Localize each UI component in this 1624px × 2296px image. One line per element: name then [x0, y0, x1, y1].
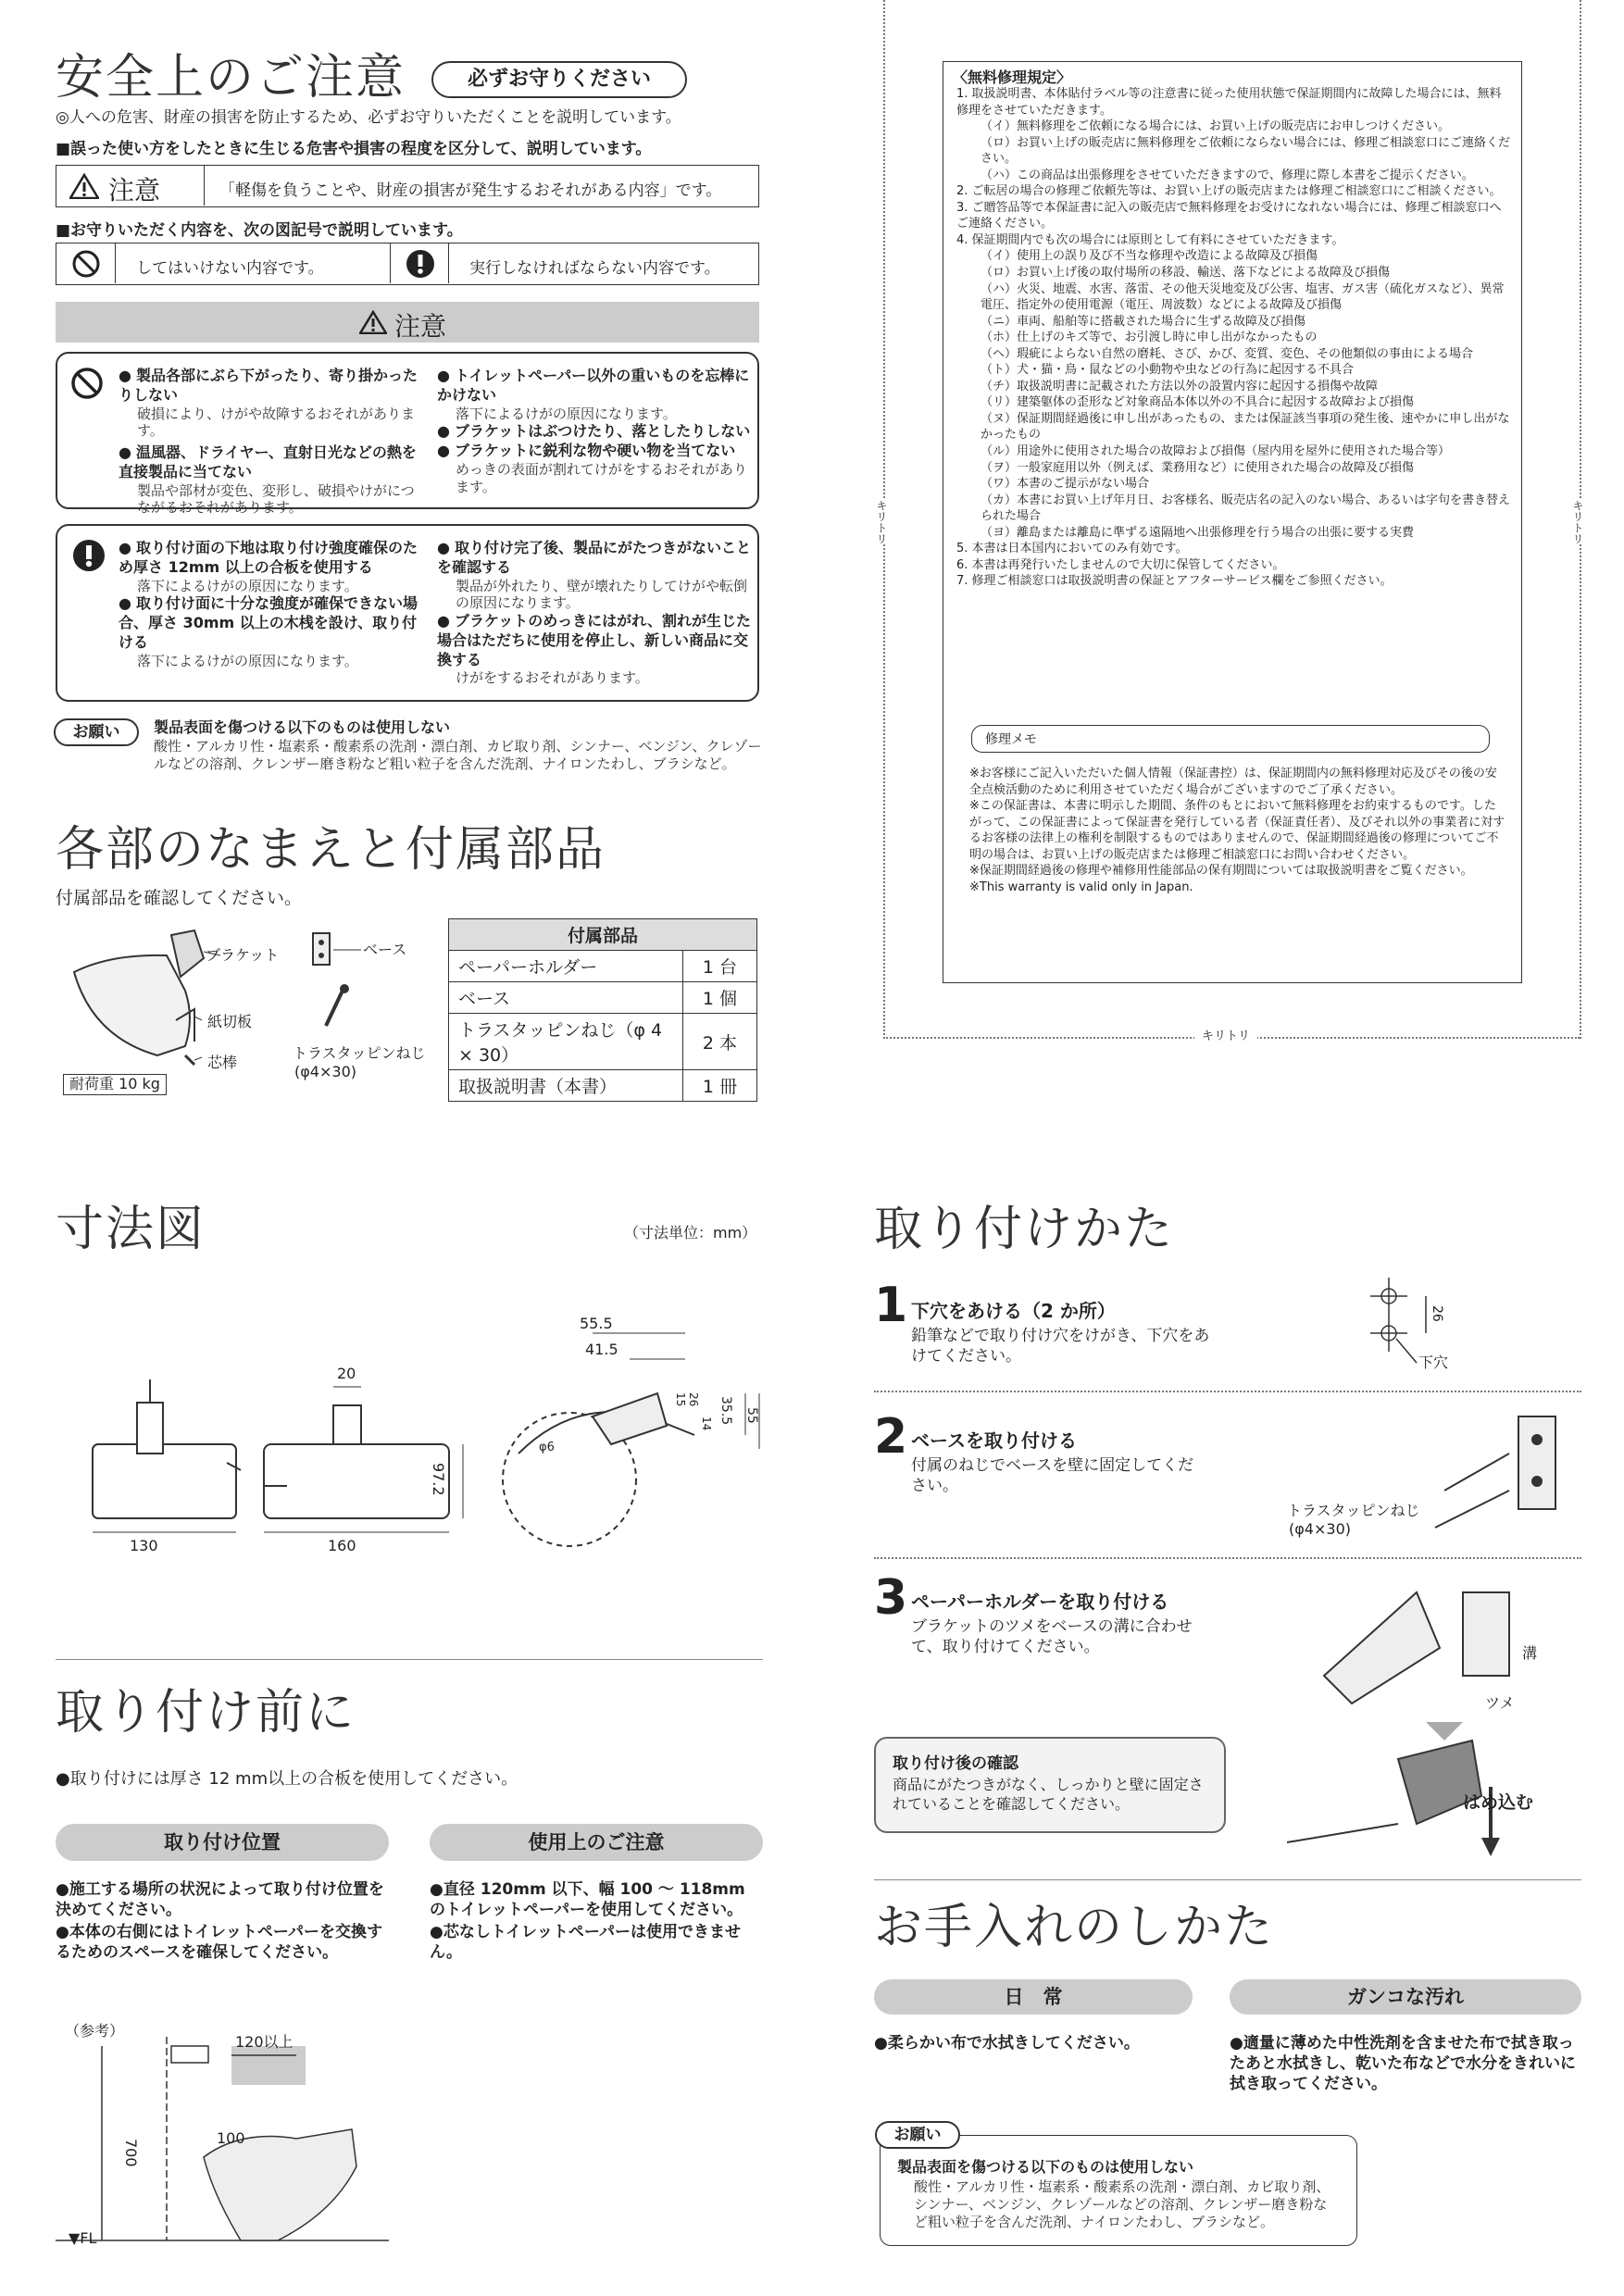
step-title: ベースを取り付ける	[911, 1429, 1077, 1452]
position-items: ●施工する場所の状況によって取り付け位置を決めてください。 ●本体の右側にはトイレットペーパーを交換するためのスペースを確保してください。	[56, 1880, 384, 1963]
warranty-clause: 7. 修理ご相談窓口は取扱説明書の保証とアフターサービス欄をご参照ください。	[956, 574, 1393, 589]
prohibit-item: ● ブラケットはぶつけたり、落としたりしない	[437, 422, 751, 441]
table-row: ペーパーホルダー 1 台	[449, 951, 757, 982]
dim-20: 20	[337, 1365, 356, 1382]
prohibit-icon	[70, 367, 104, 400]
ref-700: 700	[121, 2139, 140, 2167]
mandatory-desc: 実行しなければならない内容です。	[469, 259, 720, 278]
screw-label: トラスタッピンねじ	[1287, 1502, 1420, 1519]
request-badge: お願い	[875, 2121, 960, 2149]
caution-band	[56, 302, 759, 343]
table-row: ベース 1 個	[449, 982, 757, 1014]
holder-attach-drawing	[1287, 1574, 1528, 1889]
request-note: 製品表面を傷つける以下のものは使用しない 酸性・アルカリ性・塩素系・酸素系の洗剤・漂白剤、カビ取り剤、シンナー、ベンジン、クレゾールなどの溶剤、クレンザー磨き粉など粗い粒子を含んだ洗剤、ナイロンたわし、ブラシなど。	[154, 718, 762, 772]
warranty-note: ※This warranty is valid only in Japan.	[969, 880, 1193, 894]
dim-130: 130	[130, 1537, 158, 1554]
warranty-clause: （ハ）この商品は出張修理をさせていただきますので、修理に際し本書をご提示ください。	[981, 168, 1474, 182]
step-body: 鉛筆などで取り付け穴をけがき、下穴をあけてください。	[911, 1327, 1210, 1366]
step-body: ブラケットのツメをベースの溝に合わせて、取り付けてください。	[911, 1617, 1193, 1657]
dim-35-5: 35.5	[718, 1396, 733, 1426]
mandatory-item: ● 取り付け面に十分な強度が確保できない場合、厚さ 30mm 以上の木桟を設け、取り付ける 落下によるけがの原因になります。	[119, 594, 418, 669]
label-base: ベース	[363, 941, 407, 958]
prohibit-item: ● 温風器、ドライヤー、直射日光などの熱を直接製品に当てない 製品や部材が変色、変形し、破損やけがにつながるおそれがあります。	[119, 443, 417, 517]
stubborn-body: ●適量に薄めた中性洗剤を含ませた布で拭き取ったあと水拭きし、乾いた布などで水分をきれいに拭き取ってください。	[1230, 2034, 1576, 2094]
cut-label: キリトリ	[1194, 1026, 1257, 1043]
load-rating: 耐荷重 10 kg	[63, 1074, 167, 1095]
before-title: 取り付け前に	[56, 1685, 356, 1741]
push-label: はめ込む	[1463, 1792, 1534, 1813]
mandatory-item: ● 取り付け面の下地は取り付け強度確保のため厚さ 12mm 以上の合板を使用する 落下によるけがの原因になります。	[119, 539, 418, 594]
prohibit-box	[56, 352, 759, 517]
prohibit-item: ● 製品各部にぶら下がったり、寄り掛かったりしない 破損により、けがや故障するおそれがあります。	[119, 367, 418, 440]
warranty-clause: （ロ）お買い上げの販売店に無料修理をご依頼にならない場合には、修理ご相談窓口にご連絡ください。	[981, 135, 1511, 167]
position-header: 取り付け位置	[56, 1824, 389, 1861]
daily-header: 日 常	[874, 1979, 1193, 2015]
before-note: ●取り付けには厚さ 12 mm以上の合板を使用してください。	[56, 1769, 518, 1789]
hole-label: 下穴	[1418, 1354, 1449, 1371]
usage-header: 使用上のご注意	[430, 1824, 763, 1861]
mandatory-item: ● ブラケットのめっきにはがれ、割れが生じた場合はただちに使用を停止し、新しい商品に交換する けがをするおそれがあります。	[437, 612, 752, 687]
safety-title: 安全上のご注意	[56, 50, 406, 106]
mandatory-box	[56, 524, 759, 702]
warranty-clause: 2. ご転居の場合の修理ご依頼先等は、お買い上げの販売店または修理ご相談窓口にご相談ください。	[956, 184, 1502, 199]
warranty-clause: 5. 本書は日本国内においてのみ有効です。	[956, 542, 1188, 556]
dim-26: 26	[687, 1392, 700, 1407]
warranty-clause: （ト）犬・猫・鳥・鼠などの小動物や虫などの行為に起因する不具合	[981, 363, 1355, 378]
accessories-table	[448, 918, 757, 1102]
dims-unit: （寸法単位：mm）	[624, 1224, 757, 1242]
warranty-clause: （ヨ）離島または離島に準ずる遠隔地へ出張修理を行う場合の出張に要する実費	[981, 525, 1415, 540]
dim-14: 14	[700, 1416, 713, 1431]
dim-phi6: φ6	[539, 1441, 555, 1454]
dim-15: 15	[674, 1392, 687, 1407]
label-screw: トラスタッピンねじ	[293, 1044, 426, 1062]
step-body: 付属のねじでベースを壁に固定してください。	[911, 1456, 1194, 1496]
warranty-clause: （チ）取扱説明書に記載された方法以外の設置内容に起因する損傷や故障	[981, 379, 1379, 393]
caution-label: 注意	[108, 175, 161, 206]
screw-size: (φ4×30)	[1289, 1520, 1351, 1538]
prohibit-icon	[71, 249, 101, 279]
caution-band-title: 注意	[394, 311, 447, 342]
warranty-clause: （カ）本書にお買い上げ年月日、お客様名、販売店名の記入のない場合、あるいは字句を書き替えられた場合	[981, 493, 1511, 524]
safety-classify: ■誤った使い方をしたときに生じる危害や損害の程度を区分して、説明しています。	[56, 140, 652, 158]
stubborn-header: ガンコな汚れ	[1230, 1979, 1581, 2015]
dimension-drawing	[56, 1315, 768, 1565]
table-row: トラスタッピンねじ（φ 4 × 30） 2 本	[449, 1014, 757, 1070]
mandatory-item: ● 取り付け完了後、製品にがたつきがないことを確認する 製品が外れたり、壁が壊れたりしてけがや転倒の原因になります。	[437, 539, 752, 612]
check-box: 取り付け後の確認 商品にがたつきがなく、しっかりと壁に固定されていることを確認してください。	[874, 1737, 1226, 1833]
warranty-clause: （ヲ）一般家庭用以外（例えば、業務用など）に使用された場合の故障及び損傷	[981, 460, 1415, 475]
cut-label: キリトリ	[875, 500, 888, 544]
warranty-clause: 3. ご贈答品等で本保証書に記入の販売店で無料修理をお受けになれない場合には、修理ご相談窓口へご連絡ください。	[956, 200, 1502, 231]
step-number: 3	[874, 1570, 908, 1626]
care-title: お手入れのしかた	[874, 1900, 1275, 1955]
warranty-note: ※お客様にご記入いただいた個人情報（保証書控）は、保証期間内の無料修理対応及びその後の安全点検活動のために利用させていただく場合がございますのでご了承ください。	[969, 767, 1497, 797]
caution-definition-box	[56, 165, 759, 207]
label-core: 芯棒	[207, 1054, 238, 1071]
reference-label: （参考）	[65, 2022, 125, 2040]
install-title: 取り付けかた	[874, 1202, 1175, 1257]
section-divider	[874, 1879, 1581, 1880]
step-title: 下穴をあける（2 か所）	[911, 1300, 1116, 1322]
dim-41-5: 41.5	[585, 1341, 618, 1358]
usage-items: ●直径 120mm 以下、幅 100 ～ 118mm のトイレットペーパーを使用してください。 ●芯なしトイレットペーパーは使用できません。	[430, 1880, 745, 1963]
warranty-clause: 6. 本書は再発行いたしませんので大切に保管してください。	[956, 557, 1285, 572]
label-bracket: ブラケット	[206, 946, 280, 964]
warning-triangle-icon	[359, 310, 387, 334]
claw-label: ツメ	[1485, 1694, 1515, 1712]
table-row: 取扱説明書（本書） 1 冊	[449, 1070, 757, 1102]
dim-55-5: 55.5	[580, 1315, 613, 1332]
warranty-box	[943, 61, 1522, 983]
ref-120: 120以上	[235, 2033, 294, 2051]
warranty-clause: （ル）用途外に使用された場合の故障および損傷（屋内用を屋外に使用された場合等）	[981, 444, 1451, 459]
warranty-clause: （ニ）車両、船舶等に搭載された場合に生ずる故障及び損傷	[981, 314, 1306, 329]
warranty-title: 〈無料修理規定〉	[953, 69, 1072, 86]
hole-spacing: 26	[1430, 1305, 1444, 1322]
request-badge: お願い	[54, 718, 139, 746]
warranty-clause: （ロ）お買い上げ後の取付場所の移設、輸送、落下などによる故障及び損傷	[981, 266, 1391, 281]
dim-97: 97.2	[429, 1463, 447, 1496]
warranty-clause: 1. 取扱説明書、本体貼付ラベル等の注意書に従った使用状態で保証期間内に故障した場合には、無料修理をさせていただきます。	[956, 87, 1502, 118]
ref-fl: ▼FL	[69, 2229, 97, 2247]
mandatory-icon	[406, 249, 435, 279]
repair-memo: 修理メモ	[971, 725, 1490, 753]
prohibit-desc: してはいけない内容です。	[136, 259, 324, 278]
dim-55: 55	[744, 1407, 759, 1424]
drill-hole-drawing	[1352, 1278, 1481, 1370]
prohibit-item: ● トイレットペーパー以外の重いものを忘棒にかけない 落下によるけがの原因になります。	[437, 367, 750, 422]
warranty-clause: （ワ）本書のご提示がない場合	[981, 477, 1150, 492]
warranty-clause: （ヘ）瑕疵によらない自然の磨耗、さび、かび、変質、変色、その他類似の事由による場合	[981, 346, 1473, 361]
ref-100: 100	[217, 2129, 245, 2147]
safety-intro: ◎人への危害、財産の損害を防止するため、必ずお守りいただくことを説明しています。	[56, 108, 681, 127]
dims-title: 寸法図	[56, 1202, 206, 1257]
label-paper-plate: 紙切板	[207, 1013, 253, 1030]
warranty-notes	[969, 766, 1506, 895]
step-title: ペーパーホルダーを取り付ける	[911, 1591, 1169, 1613]
accessories-header: 付属部品	[449, 919, 757, 951]
warranty-clause: （リ）建築躯体の歪形など対象商品本体以外の不具合に起因する故障および損傷	[981, 395, 1415, 410]
step-number: 1	[874, 1278, 908, 1333]
warranty-note: ※保証期間経過後の修理や補修用性能部品の保有期間については取扱説明書をご覧ください。	[969, 864, 1473, 879]
parts-title: 各部のなまえと付属部品	[56, 822, 606, 878]
step-divider	[874, 1557, 1581, 1559]
step-divider	[874, 1391, 1581, 1392]
warranty-clause: （イ）無料修理をご依頼になる場合には、お買い上げの販売店にお申しつけください。	[981, 119, 1451, 134]
warranty-clause: （ヌ）保証期間経過後に申し出があったもの、または保証該当事項の発生後、速やかに申し出がなかったもの	[981, 411, 1510, 443]
mandatory-icon	[72, 539, 106, 572]
parts-intro: 付属部品を確認してください。	[56, 888, 303, 908]
daily-body: ●柔らかい布で水拭きしてください。	[874, 2034, 1140, 2053]
groove-label: 溝	[1522, 1644, 1538, 1662]
prohibit-item: ● ブラケットに鋭利な物や硬い物を当てない めっきの表面が割れてけがをするおそれがあります。	[437, 442, 747, 495]
warranty-clause: （ホ）仕上げのキズ等で、お引渡し時に申し出がなかったもの	[981, 331, 1318, 345]
label-screw-size: (φ4×30)	[294, 1063, 356, 1080]
dim-160: 160	[328, 1537, 356, 1554]
warranty-clauses	[956, 86, 1512, 590]
symbols-box	[56, 243, 759, 285]
warranty-note: ※この保証書は、本書に明示した期間、条件のもとにおいて無料修理をお約束するものです。したがって、この保証書によって保証書を発行している者（保証責任者）、及びそれ以外の事業者に対するお客様の法律上の権利を制限するものではありませんので、保証期間経過後の修理についてご不明の場合は、お買い上げの販売店または修理ご相談窓口にお問い合わせください。	[969, 799, 1505, 862]
caution-desc: 「軽傷を負うことや、財産の損害が発生するおそれがある内容」です。	[219, 181, 722, 200]
warranty-clause: 4. 保証期間内でも次の場合には原則として有料にさせていただきます。	[956, 232, 1344, 247]
symbols-intro: ■お守りいただく内容を、次の図記号で説明しています。	[56, 221, 463, 240]
cut-label: キリトリ	[1571, 500, 1584, 544]
section-divider	[56, 1659, 763, 1660]
base-mount-drawing	[1417, 1407, 1583, 1546]
warranty-clause: （イ）使用上の誤り及び不当な修理や改造による故障及び損傷	[981, 249, 1318, 264]
step-number: 2	[874, 1409, 908, 1465]
warranty-clause: （ハ）火災、地震、水害、落雷、その他天災地変及び公害、塩害、ガス害（硫化ガスなど）、異常電圧、指定外の使用電源（電圧、周波数）などによる故障及び損傷	[981, 281, 1505, 313]
warning-triangle-icon	[69, 173, 99, 199]
care-request-box: お願い 製品表面を傷つける以下のものは使用しない 酸性・アルカリ性・塩素系・酸素系の洗剤・漂白剤、カビ取り剤、シンナー、ベンジン、クレゾールなどの溶剤、クレンザー磨き粉など粗い粒子を含んだ洗剤、ナイロンたわし、ブラシなど。	[880, 2135, 1357, 2246]
must-badge: 必ずお守りください	[431, 61, 687, 98]
